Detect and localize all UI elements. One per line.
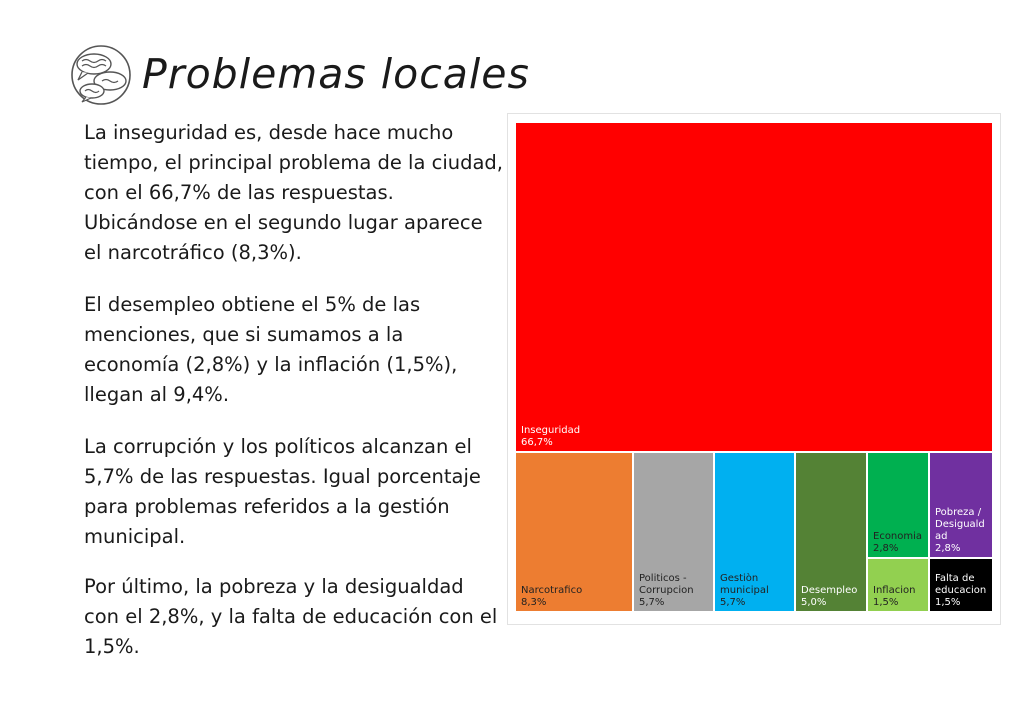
tile-value-economia: 2,8% [873, 543, 899, 554]
tile-politicos-corrupcion [634, 453, 713, 611]
paragraph-desempleo: El desempleo obtiene el 5% de las menciones, que si sumamos a la economía (2,8%) y la inflación (1,5%), llegan al 9,4%. [84, 293, 458, 406]
tile-value-gestion-municipal: 5,7% [720, 597, 746, 608]
tile-value-inflacion: 1,5% [873, 597, 899, 608]
tile-value-narcotrafico: 8,3% [521, 597, 547, 608]
paragraph-pobreza: Por último, la pobreza y la desigualdad con el 2,8%, y la falta de educación con el 1,5%. [84, 575, 498, 658]
tile-inflacion [868, 559, 928, 611]
tile-label-economia: Economia [873, 531, 923, 542]
tile-label-pobreza-desigualdad: Desiguald [935, 519, 985, 530]
paragraph-inseguridad: La inseguridad es, desde hace mucho tiempo, el principal problema de la ciudad, con el 66,7% de las respuestas. Ubicándose en el segundo lugar aparece el narcotráfico (8,3%). [84, 121, 504, 264]
tile-label-desempleo: Desempleo [801, 585, 858, 596]
tile-gestion-municipal [715, 453, 794, 611]
tile-label-gestion-municipal: municipal [720, 585, 769, 596]
tile-label-gestion-municipal: Gestiòn [720, 573, 759, 584]
tile-value-pobreza-desigualdad: 2,8% [935, 543, 961, 554]
tile-desempleo [796, 453, 866, 611]
tile-narcotrafico [516, 453, 632, 611]
tile-label-politicos-corrupcion: Politicos - [639, 573, 687, 584]
tile-label-narcotrafico: Narcotrafico [521, 585, 583, 596]
tile-economia [868, 453, 928, 557]
tile-value-politicos-corrupcion: 5,7% [639, 597, 665, 608]
tile-label-politicos-corrupcion: Corrupcion [639, 585, 694, 596]
tile-pobreza-desigualdad [930, 453, 992, 557]
tile-label-pobreza-desigualdad: Pobreza / [935, 507, 982, 518]
tile-label-inflacion: Inflacion [873, 585, 916, 596]
tile-falta-de-educacion [930, 559, 992, 611]
paragraph-corrupcion: La corrupción y los políticos alcanzan el 5,7% de las respuestas. Igual porcentaje para problemas referidos a la gestión municipal. [84, 435, 481, 548]
tile-label-falta-de-educacion: educacion [935, 585, 987, 596]
page-title: Problemas locales [142, 50, 530, 98]
treemap-chart-frame [507, 113, 1001, 625]
speech-bubbles-icon [68, 44, 134, 106]
tile-rect-inseguridad [516, 123, 992, 451]
tile-inseguridad [516, 123, 992, 451]
tile-label-falta-de-educacion: Falta de [935, 573, 975, 584]
tile-value-falta-de-educacion: 1,5% [935, 597, 961, 608]
tile-label-pobreza-desigualdad: ad [935, 531, 948, 542]
tile-value-inseguridad: 66,7% [521, 437, 553, 448]
tile-value-desempleo: 5,0% [801, 597, 827, 608]
tile-label-inseguridad: Inseguridad [521, 425, 581, 436]
treemap-chart [508, 114, 1000, 624]
